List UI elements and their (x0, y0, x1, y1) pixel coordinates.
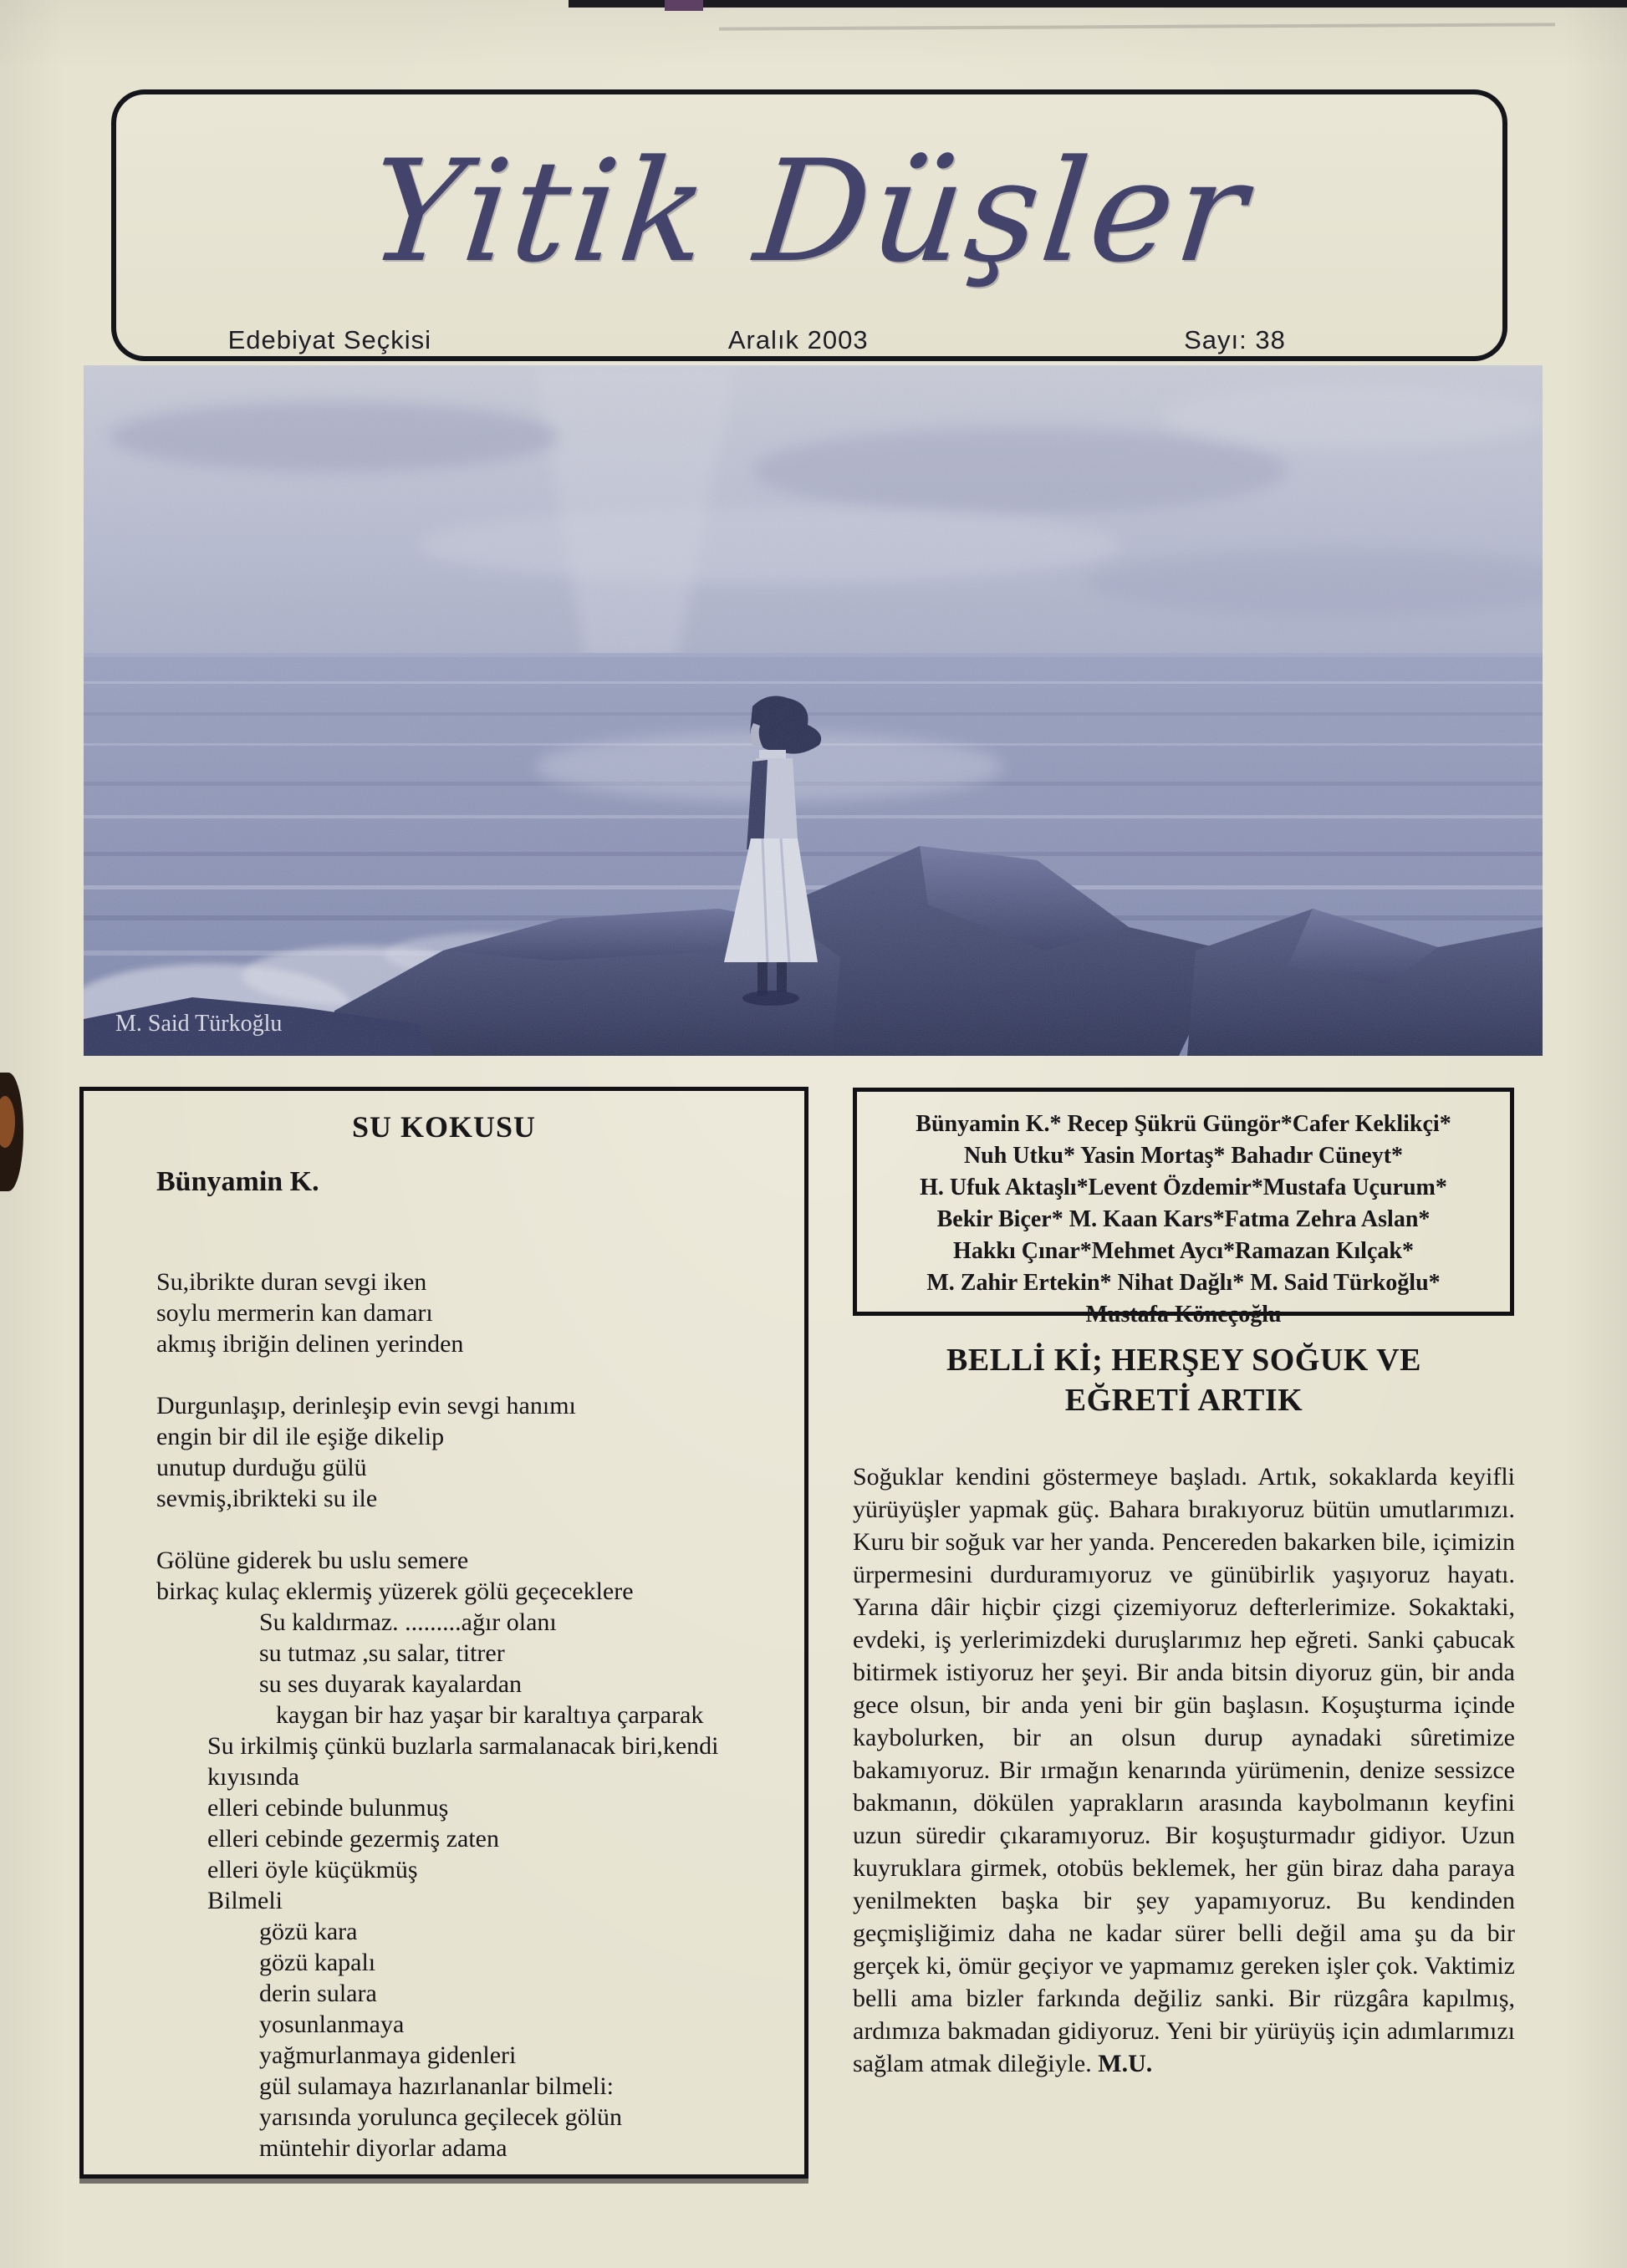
poem-line: Su kaldırmaz. .........ağır olanı (259, 1608, 557, 1636)
poem-line: su ses duyarak kayalardan (259, 1670, 523, 1698)
scan-edge-artifact (569, 0, 1627, 8)
poem-line: gözü kara (259, 1918, 358, 1945)
contributor-line: M. Zahir Ertekin* Nihat Dağlı* M. Said Türkoğlu* (926, 1270, 1441, 1296)
contributors-box (853, 1088, 1514, 1328)
poem-line: Su irkilmiş çünkü buzlarla sarmalanacak biri,kendi (207, 1732, 719, 1760)
poem-line: birkaç kulaç eklermiş yüzerek gölü geçeceklere (156, 1577, 634, 1605)
poem-line: gözü kapalı (259, 1949, 376, 1976)
poem-lines (84, 1267, 804, 2164)
poem-line: müntehir diyorlar adama (259, 2134, 507, 2162)
poem-line: kaygan bir haz yaşar bir karaltıya çarparak (276, 1701, 704, 1729)
poem-line: akmış ibriğin delinen yerinden (156, 1330, 464, 1358)
poem-line: su tutmaz ,su salar, titrer (259, 1639, 505, 1667)
poem-line: Su,ibrikte duran sevgi iken (156, 1268, 427, 1296)
binding-hole-inner (0, 1096, 15, 1148)
poem-line: soylu mermerin kan damarı (156, 1299, 433, 1327)
contributor-line: Mustafa Köneçoğlu (1085, 1302, 1282, 1328)
article-title: BELLİ Kİ; HERŞEY SOĞUK VE EĞRETİ ARTIK (946, 1343, 1421, 1418)
poem-line: yosunlanmaya (259, 2011, 405, 2038)
poem-box (79, 1087, 808, 2179)
poem-line: kıyısında (207, 1763, 299, 1791)
poem-stanza-gap (156, 1359, 804, 1390)
poem-title: SU KOKUSU (351, 1110, 537, 1144)
poem-line: yağmurlanmaya gidenleri (259, 2041, 517, 2069)
scan-faint-line (719, 23, 1555, 30)
poem-line: Gölüne giderek bu uslu semere (156, 1547, 469, 1574)
masthead-issue-date: Aralık 2003 (727, 325, 869, 354)
scan-blob-artifact (665, 0, 703, 11)
poem-line: elleri cebinde bulunmuş (207, 1794, 449, 1822)
cover-photo-art (84, 365, 1543, 1056)
poem-line: engin bir dil ile eşiğe dikelip (156, 1423, 445, 1450)
poem-stanza-gap (156, 1514, 804, 1545)
poem-author: Bünyamin K. (156, 1166, 319, 1197)
poem-line: sevmiş,ibrikteki su ile (156, 1485, 378, 1512)
photo-grain (84, 365, 1543, 1056)
poem-line: Bilmeli (207, 1887, 283, 1914)
masthead-issue-number: Sayı: 38 (1184, 325, 1286, 354)
article-text: Soğuklar kendini göstermeye başladı. Artık, sokaklarda keyifli yürüyüşler yapmak güç. Bahara bırakıyoruz bütün umutlarımızı. Kuru bir soğuk var her yanda. Pencereden bakarken bile, içimizin ürpermesini durduramıyoruz ve günübirlik yaşıyoruz hayatı. Yarına dâir hiçbir çizgi çizemiyoruz defterlerimize. Sokaktaki, evdeki, iş yerlerimizdeki duruşlarımız hep eğreti. Sanki çabucak bitirmek istiyoruz her şeyi. Bir anda bitsin diyoruz gün, bir anda gece olsun, bir anda yeni bir gün başlasın. Koşuşturma içinde kaybolurken, bir an olsun durup aynadaki sûretimize bakamıyoruz. Bir ırmağın kenarında yürümenin, denize sessizce bakmanın, dökülen yaprakların arasında kaybolmanın keyfini uzun süredir çıkaramıyoruz. Bir koşuşturmadır gidiyor. Uzun kuyruklara girmek, otobüs beklemek, her gün biraz daha paraya yenilmekten başka bir şey yapamıyoruz. Bu kendinden geçmişliğimiz daha ne kadar sürer belli değil ama şu da bir gerçek ki, ömür geçiyor ve yapmamız gereken işler çok. Vaktimiz belli ama bizler farkında değiliz sanki. Bir rüzgâra kapılmış, ardımıza bakmadan gidiyoruz. Yeni bir yürüyüş için adımlarımızı sağlam atmak dileğiyle. (853, 1463, 1515, 2077)
article-signature: M.U. (1098, 2050, 1153, 2077)
poem-line: elleri öyle küçükmüş (207, 1856, 418, 1883)
cover-photo (84, 365, 1543, 1056)
masthead-box (111, 89, 1507, 361)
contributor-line: Nuh Utku* Yasin Mortaş* Bahadır Cüneyt* (963, 1143, 1404, 1169)
poem-line: yarısında yorulunca geçilecek gölün (259, 2103, 623, 2131)
masthead-subtitle-left: Edebiyat Seçkisi (227, 325, 432, 354)
poem-line: elleri cebinde gezermiş zaten (207, 1825, 499, 1853)
article-body (853, 1460, 1515, 2080)
binding-hole-artifact (0, 1073, 23, 1191)
poem-line: derin sulara (259, 1980, 377, 2007)
poem-line: unutup durduğu gülü (156, 1454, 367, 1481)
poem-line: gül sulamaya hazırlananlar bilmeli: (259, 2072, 615, 2100)
contributor-line: H. Ufuk Aktaşlı*Levent Özdemir*Mustafa Uçurum* (920, 1175, 1447, 1200)
contributor-line: Hakkı Çınar*Mehmet Aycı*Ramazan Kılçak* (953, 1238, 1414, 1264)
magazine-logo: Yitik Düşler (362, 130, 1257, 293)
contributor-line: Bünyamin K.* Recep Şükrü Güngör*Cafer Keklikçi* (916, 1111, 1451, 1137)
contributor-line: Bekir Biçer* M. Kaan Kars*Fatma Zehra Aslan* (936, 1206, 1431, 1232)
poem-line: Durgunlaşıp, derinleşip evin sevgi hanımı (156, 1392, 576, 1419)
